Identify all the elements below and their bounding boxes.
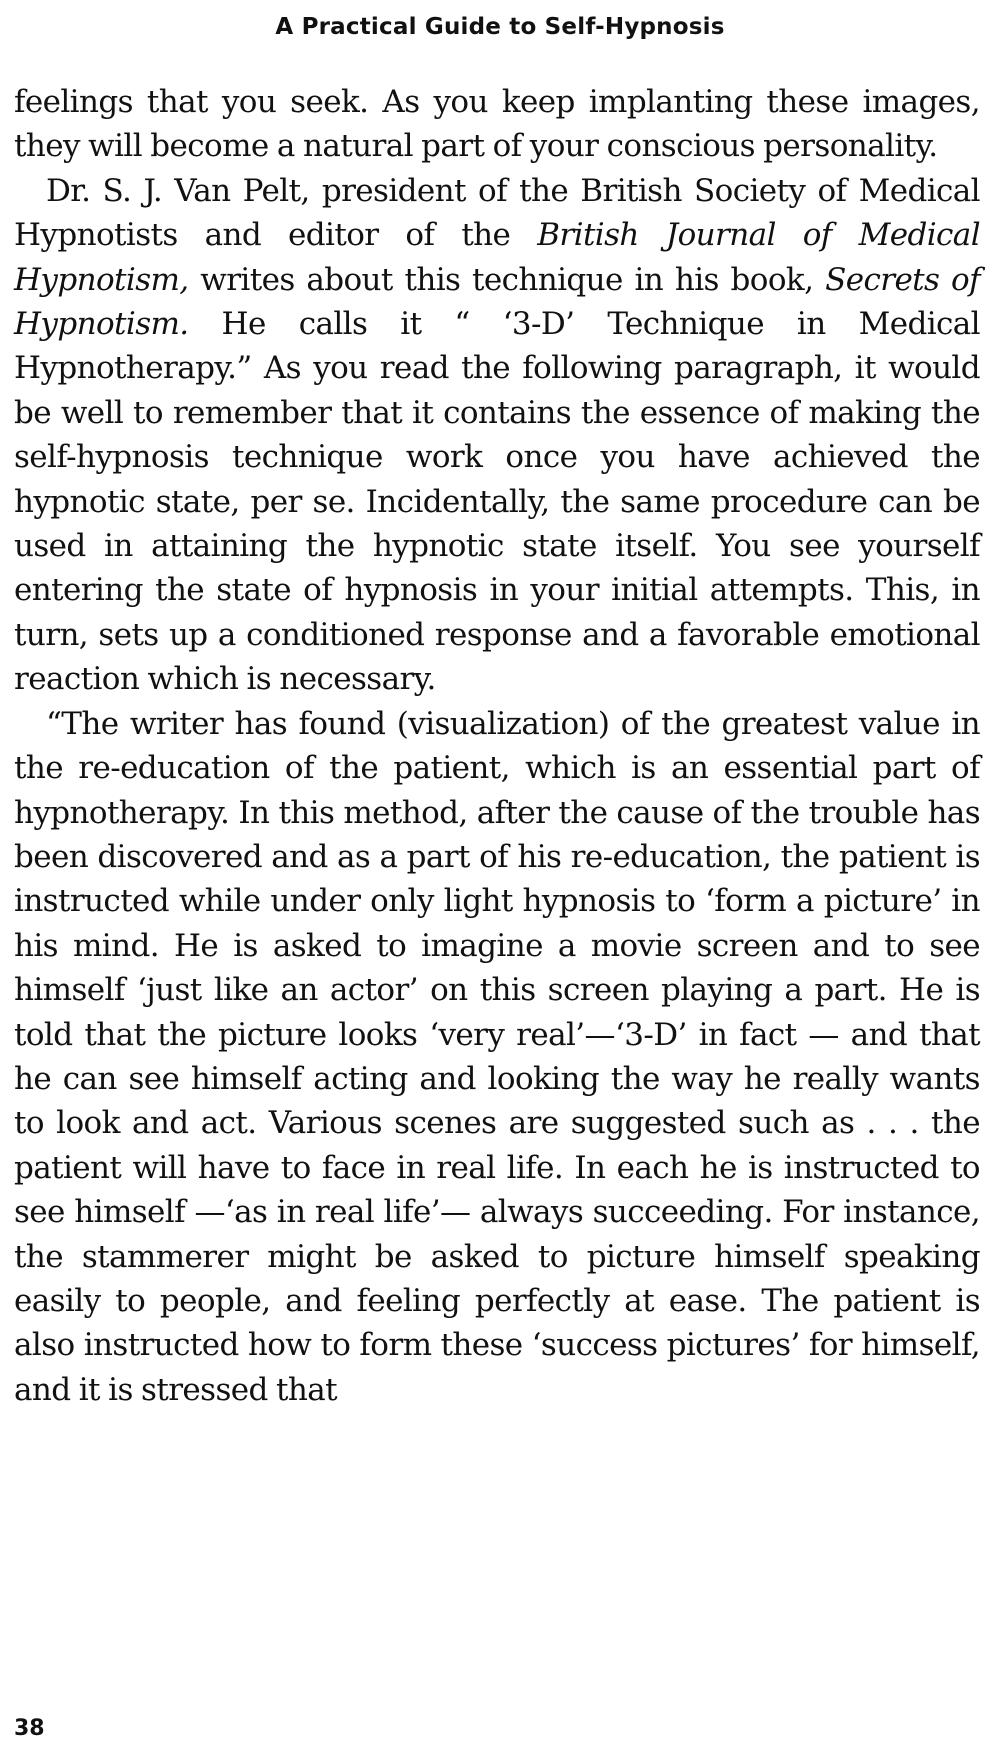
body-text (14, 80, 980, 1412)
paragraph-2 (14, 169, 980, 702)
page-number: 38 (14, 1716, 45, 1741)
paragraph-2-text-a: Dr. S. J. Van Pelt, president of the British Society of Medical Hypnotists and editor of the (14, 172, 980, 254)
paragraph-1: feelings that you seek. As you keep implanting these images, they will become a natural part of your conscious personality. (14, 84, 980, 165)
paragraph-3-quote: “The writer has found (visualization) of the greatest value in the re-education of the patient, which is an essential part of hypnotherapy. In this method, after the cause of the trouble has been discovered and as a part of his re-education, the patient is instructed while under only light hypnosis to ‘form a picture’ in his mind. He is asked to imagine a movie screen and to see himself ‘just like an actor’ on this screen playing a part. He is told that the picture looks ‘very real’—‘3-D’ in fact — and that he can see himself acting and looking the way he really wants to look and act. Various scenes are suggested such as . . . the patient will have to face in real life. In each he is instructed to see himself —‘as in real life’— always succeeding. For instance, the stammerer might be asked to picture himself speaking easily to people, and feeling perfectly at ease. The patient is also instructed how to form these ‘success pictures’ for himself, and it is stressed that (14, 705, 980, 1408)
running-head: A Practical Guide to Self-Hypnosis (275, 14, 725, 40)
book-title: Secrets of Hypnotism. (14, 261, 980, 343)
journal-title: British Journal of Medical Hypnotism, (14, 217, 981, 298)
paragraph-2-text-c: He calls it “ ‘3-D’ Technique in Medical Hypnotherapy.” As you read the following paragraph, it would be well to remember that it contains the essence of making the self-hypnosis technique work once you have achieved the hypnotic state, per se. Incidentally, the same procedure can be used in attaining the hypnotic state itself. You see yourself entering the state of hypnosis in your initial attempts. This, in turn, sets up a conditioned response and a favorable emotional reaction which is necessary. (14, 306, 980, 698)
paragraph-2-text-b: writes about this technique in his book, (188, 261, 826, 298)
